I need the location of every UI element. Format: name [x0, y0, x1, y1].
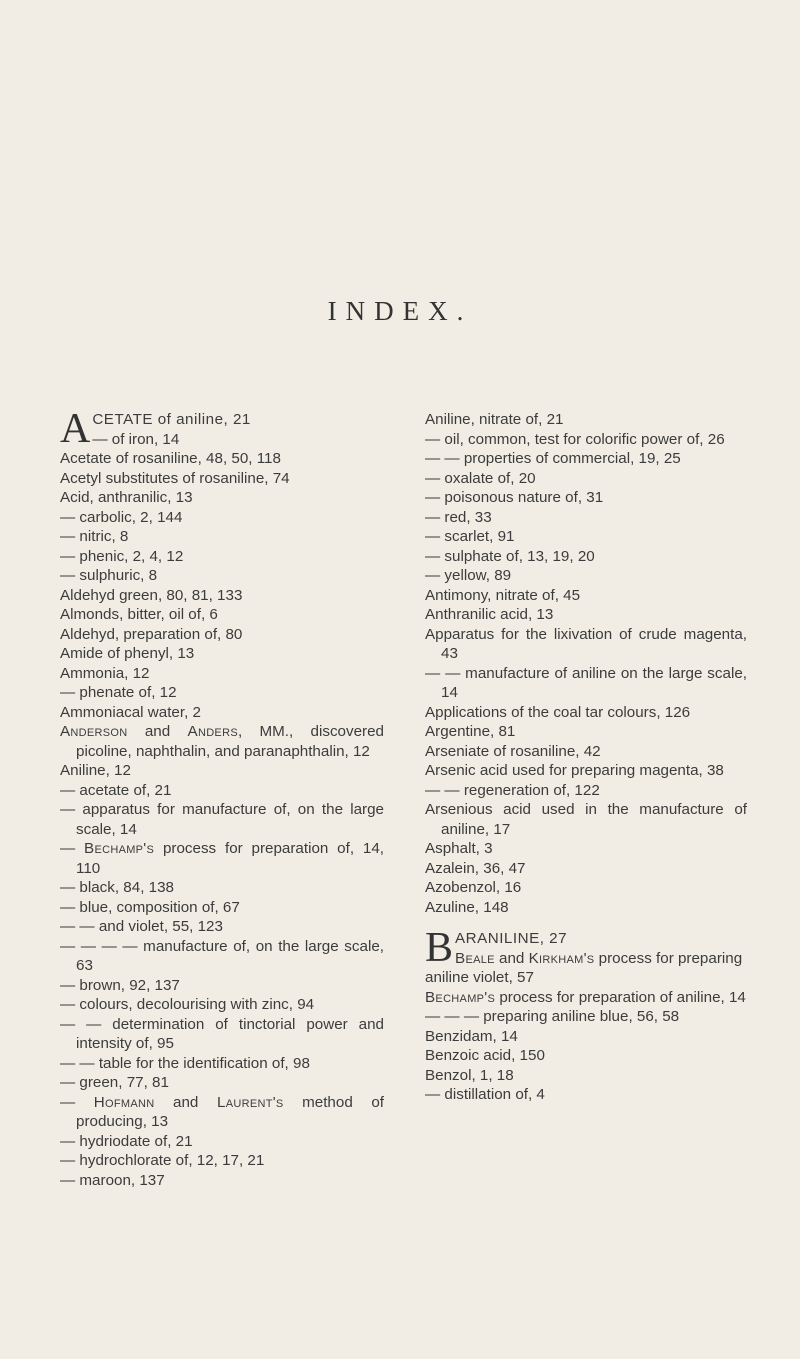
section-gap [425, 917, 747, 929]
index-entry: Arsenic acid used for preparing magenta, 38 [425, 762, 724, 779]
index-entry: — scarlet, 91 [425, 528, 515, 545]
index-entry: — hydriodate of, 21 [60, 1132, 193, 1150]
index-entry-group [60, 761, 384, 839]
entry-text: and [494, 949, 529, 967]
page-title: INDEX. [327, 296, 473, 326]
index-entry: Acid, anthranilic, 13 [60, 489, 193, 506]
index-entry: — — properties of commercial, 19, 25 [425, 450, 681, 467]
index-entry [60, 839, 384, 878]
index-section-b-start [425, 929, 747, 988]
index-entry: Apparatus for the lixivation of crude magenta, 43 [425, 625, 747, 662]
author-name: Anders [187, 723, 238, 740]
index-entry: — — and violet, 55, 123 [60, 918, 223, 935]
index-entry: Aniline, 12 [60, 762, 131, 779]
index-entry: Asphalt, 3 [425, 840, 493, 857]
index-entry: Azalein, 36, 47 [425, 859, 526, 877]
index-entry: — black, 84, 138 [60, 879, 174, 896]
index-entry: — sulphuric, 8 [60, 567, 158, 584]
index-entry: ARANILINE, 27 [455, 930, 568, 947]
author-name: Bechamp's [84, 840, 155, 857]
index-entry: Amide of phenyl, 13 [60, 645, 195, 662]
index-entry: — acetate of, 21 [60, 781, 172, 799]
index-entry: Benzidam, 14 [425, 1027, 518, 1045]
index-entry: Applications of the coal tar colours, 126 [425, 703, 691, 721]
entry-text: process for preparation of, 14, 110 [76, 840, 384, 877]
index-entry: Argentine, 81 [425, 723, 516, 740]
index-entry [60, 722, 384, 761]
index-entry: Aniline, nitrate of, 21 [425, 411, 564, 428]
index-entry: — oxalate of, 20 [425, 469, 536, 487]
author-name: Anderson [60, 723, 128, 740]
index-column-right [425, 410, 747, 1105]
drop-cap-b: B [425, 929, 454, 971]
index-entry: — sulphate of, 13, 19, 20 [425, 547, 595, 565]
index-entry [425, 988, 747, 1008]
index-entry: Anthranilic acid, 13 [425, 606, 554, 623]
author-name: Kirkham's [528, 949, 595, 967]
index-entry: Arsenious acid used in the manufacture of aniline, 17 [425, 801, 747, 838]
index-entry-group [425, 410, 747, 917]
entry-text: and [127, 723, 188, 740]
author-name: Laurent's [216, 1093, 284, 1111]
index-entry: Benzoic acid, 150 [425, 1047, 545, 1064]
entry-text: process for preparation of aniline, 14 [495, 988, 746, 1006]
index-entry: — hydrochlorate of, 12, 17, 21 [60, 1152, 265, 1169]
index-entry: Almonds, bitter, oil of, 6 [60, 606, 218, 623]
index-entry: Ammoniacal water, 2 [60, 703, 201, 721]
index-entry-group [425, 1007, 747, 1105]
index-entry: Benzol, 1, 18 [425, 1066, 514, 1084]
index-entry: — of iron, 14 [92, 430, 180, 448]
index-section-a-start [60, 410, 384, 449]
author-name: Beale [455, 949, 495, 967]
index-entry: — — regeneration of, 122 [425, 781, 600, 799]
entry-text: and [154, 1093, 217, 1111]
index-entry: — blue, composition of, 67 [60, 898, 240, 916]
entry-text: — [60, 840, 85, 857]
entry-text: — [60, 1093, 94, 1111]
index-entry: — — manufacture of aniline on the large scale, 14 [425, 664, 747, 701]
index-entry: Arseniate of rosaniline, 42 [425, 742, 601, 760]
index-entry: — nitric, 8 [60, 528, 129, 545]
index-entry: — red, 33 [425, 508, 492, 526]
index-entry: — apparatus for manufacture of, on the large scale, 14 [60, 801, 384, 838]
index-entry: Azobenzol, 16 [425, 879, 522, 896]
index-entry-group [60, 878, 384, 1093]
index-entry-group [60, 449, 384, 722]
index-entry: — yellow, 89 [425, 567, 512, 584]
index-column-left [60, 410, 384, 1190]
drop-cap-a: A [60, 410, 91, 449]
index-entry: Aldehyd green, 80, 81, 133 [60, 586, 243, 604]
index-entry: Ammonia, 12 [60, 664, 150, 682]
index-entry: — — — preparing aniline blue, 56, 58 [425, 1008, 680, 1025]
index-entry-group [60, 1132, 384, 1191]
index-entry [60, 1093, 384, 1132]
index-entry: — phenate of, 12 [60, 684, 177, 701]
author-name: Bechamp's [425, 988, 496, 1006]
index-entry: — maroon, 137 [60, 1171, 165, 1189]
index-entry: CETATE of aniline, 21 [92, 411, 251, 428]
index-entry: Acetate of rosaniline, 48, 50, 118 [60, 450, 281, 467]
index-entry: — — determination of tinctorial power and intensity of, 95 [60, 1015, 384, 1052]
index-entry: Acetyl substitutes of rosaniline, 74 [60, 469, 290, 487]
index-entry: — brown, 92, 137 [60, 976, 180, 994]
index-entry: — distillation of, 4 [425, 1086, 545, 1103]
entry-text: , MM., discovered picoline, naphthalin, and paranaphthalin, 12 [76, 723, 384, 760]
index-entry [425, 949, 747, 988]
entry-text: process for preparing aniline violet, 57 [425, 949, 743, 986]
index-entry: — phenic, 2, 4, 12 [60, 547, 184, 565]
index-entry: Azuline, 148 [425, 898, 509, 916]
index-entry: — colours, decolourising with zinc, 94 [60, 996, 315, 1013]
index-entry: — green, 77, 81 [60, 1074, 169, 1091]
index-entry: Aldehyd, preparation of, 80 [60, 625, 243, 643]
entry-text: method of producing, 13 [76, 1093, 384, 1130]
author-name: Hofmann [93, 1093, 155, 1111]
index-entry: — — — — manufacture of, on the large scale, 63 [60, 937, 384, 974]
index-entry: Antimony, nitrate of, 45 [425, 586, 581, 604]
index-entry: — poisonous nature of, 31 [425, 489, 604, 506]
index-entry: — oil, common, test for colorific power of, 26 [425, 430, 725, 448]
index-entry: — — table for the identification of, 98 [60, 1054, 310, 1072]
index-entry: — carbolic, 2, 144 [60, 508, 183, 526]
